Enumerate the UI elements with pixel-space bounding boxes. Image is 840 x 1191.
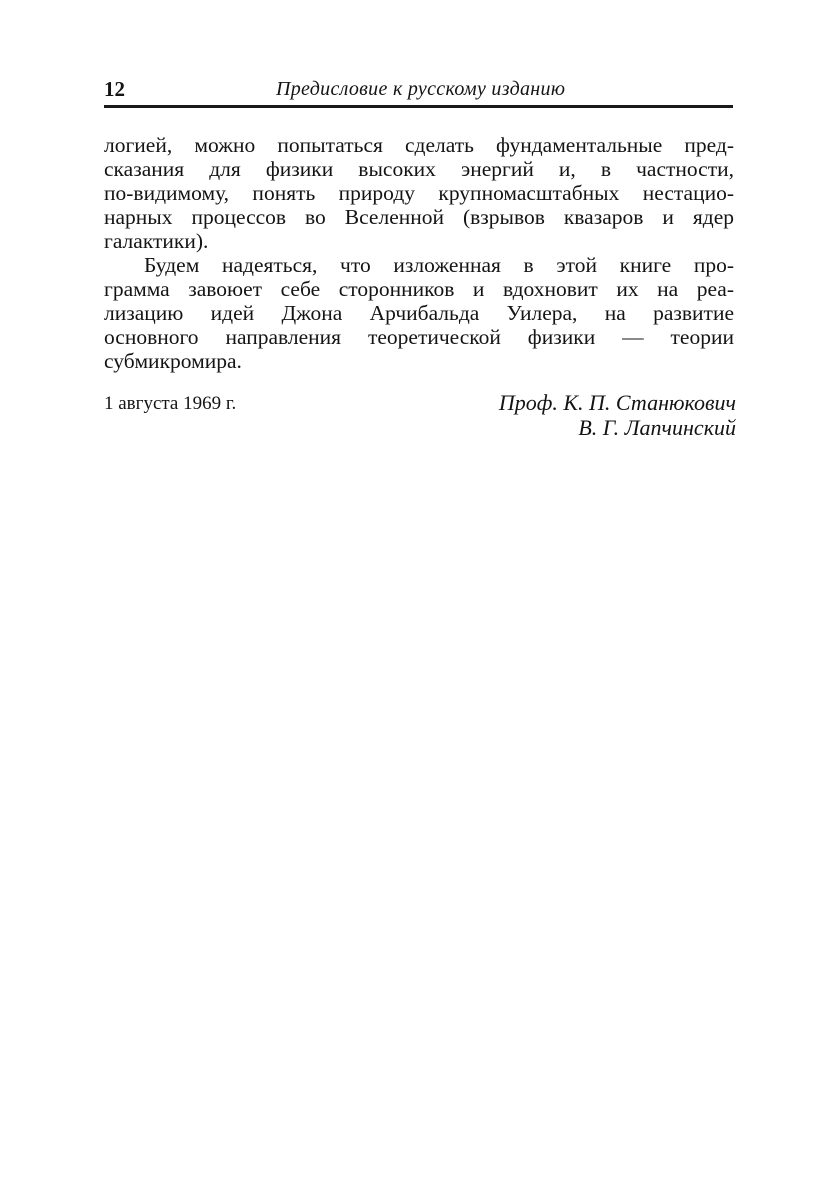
- page-header: [104, 77, 732, 103]
- signature-author-1: Проф. К. П. Станюкович: [498, 390, 736, 415]
- text-line: субмикромира.: [104, 349, 242, 373]
- text-line: нарных процессов во Вселенной (взрывов квазаров и ядер: [104, 205, 734, 229]
- text-line: основного направления теоретической физики — теории: [104, 325, 734, 349]
- running-title: Предисловие к русскому изданию: [276, 78, 566, 100]
- text-line: грамма завоюет себе сторонников и вдохновит их на реа-: [104, 277, 734, 301]
- text-line: сказания для физики высоких энергий и, в частности,: [104, 157, 734, 181]
- text-line: по-видимому, понять природу крупномасштабных нестацио-: [104, 181, 734, 205]
- text-line: Будем надеяться, что изложенная в этой книге про-: [144, 253, 734, 277]
- signature-author-2: В. Г. Лапчинский: [578, 415, 736, 440]
- text-line: логией, можно попытаться сделать фундаментальные пред-: [104, 133, 734, 157]
- header-rule: [104, 105, 733, 108]
- signatures: [440, 390, 736, 440]
- paragraph-continuation: [104, 133, 734, 253]
- text-line: галактики).: [104, 229, 209, 253]
- text-line: лизацию идей Джона Арчибальда Уилера, на развитие: [104, 301, 734, 325]
- date: 1 августа 1969 г.: [104, 393, 237, 414]
- page-number: 12: [104, 77, 125, 101]
- body-text: [104, 133, 734, 373]
- paragraph-closing: [104, 253, 734, 373]
